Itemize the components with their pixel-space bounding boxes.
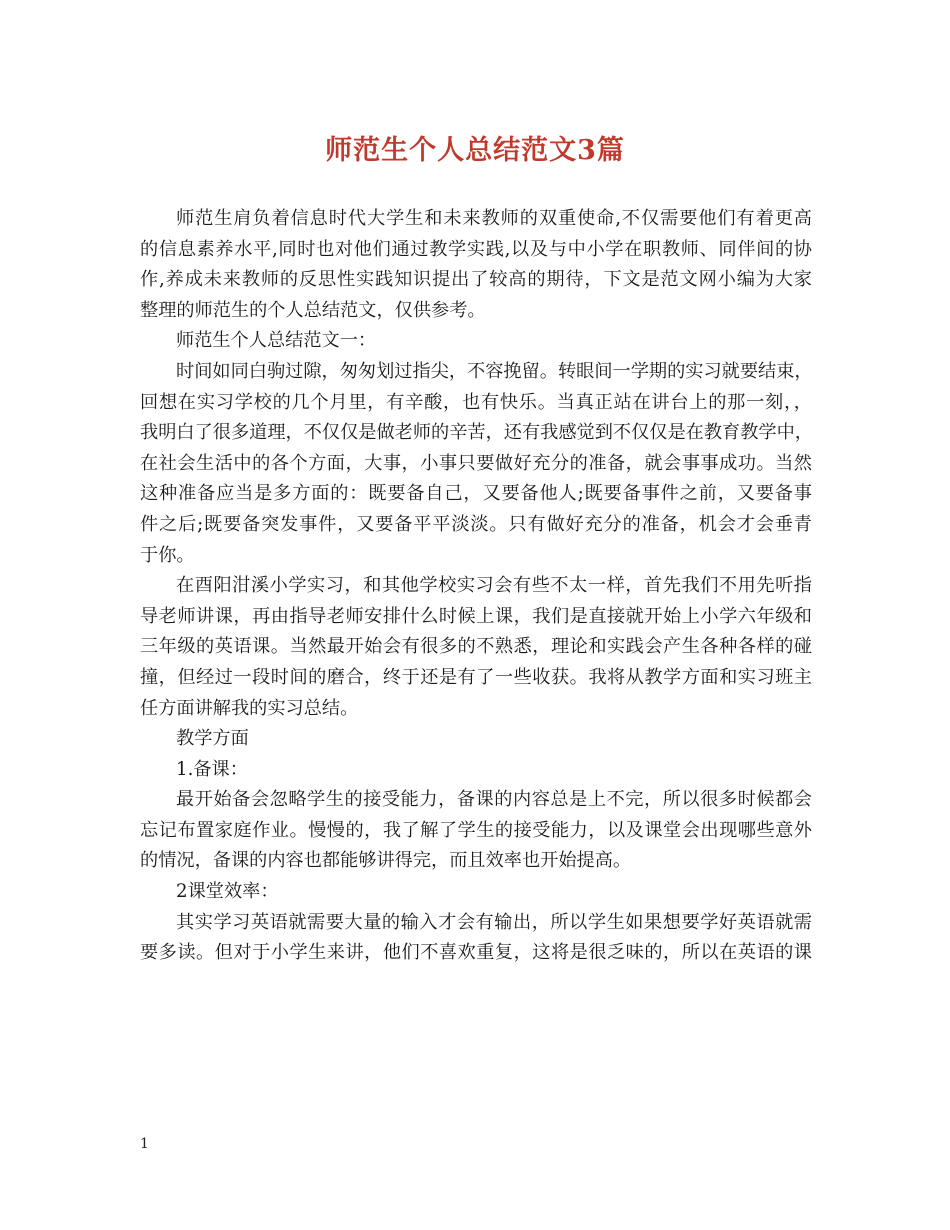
text-line: 的信息素养水平,同时也对他们通过教学实践,以及与中小学在职教师、同伴间的协: [140, 238, 812, 260]
subsection-heading: 1.备课：: [176, 758, 248, 780]
text-line: 时间如同白驹过隙，匆匆划过指尖，不容挽留。转眼间一学期的实习就要结束，: [176, 360, 813, 382]
section-heading: 师范生个人总结范文一：: [176, 330, 377, 352]
text-line: 整理的师范生的个人总结范文，仅供参考。: [140, 299, 486, 321]
text-line: 在社会生活中的各个方面，大事，小事只要做好充分的准备，就会事事成功。当然: [140, 452, 812, 474]
text-line: 最开始备会忽略学生的接受能力，备课的内容总是上不完，所以很多时候都会: [176, 789, 812, 811]
text-line: 撞，但经过一段时间的磨合，终于还是有了一些收获。我将从教学方面和实习班主: [140, 666, 812, 688]
section-heading: 教学方面: [176, 728, 249, 750]
text-line: 于你。: [140, 544, 195, 566]
text-line: 回想在实习学校的几个月里，有辛酸，也有快乐。当真正站在讲台上的那一刻，，: [140, 391, 812, 413]
document-body: [140, 204, 812, 969]
subsection-heading: 2课堂效率：: [176, 881, 279, 903]
text-line: 要多读。但对于小学生来讲，他们不喜欢重复，这将是很乏味的，所以在英语的课: [140, 942, 812, 964]
text-line: 忘记布置家庭作业。慢慢的，我了解了学生的接受能力，以及课堂会出现哪些意外: [140, 819, 812, 841]
text-line: 在酉阳泔溪小学实习，和其他学校实习会有些不太一样，首先我们不用先听指: [176, 575, 812, 597]
text-line: 这种准备应当是多方面的：既要备自己，又要备他人;既要备事件之前，又要备事: [140, 483, 812, 505]
text-line: 导老师讲课，再由指导老师安排什么时候上课，我们是直接就开始上小学六年级和: [140, 605, 812, 627]
text-line: 任方面讲解我的实习总结。: [140, 697, 359, 719]
text-line: 师范生肩负着信息时代大学生和未来教师的双重使命,不仅需要他们有着更高: [176, 208, 812, 229]
text-line: 其实学习英语就需要大量的输入才会有输出，所以学生如果想要学好英语就需: [176, 911, 812, 933]
text-line: 作,养成未来教师的反思性实践知识提出了较高的期待，下文是范文网小编为大家: [140, 269, 812, 291]
text-line: 的情况，备课的内容也都能够讲得完，而且效率也开始提高。: [140, 850, 632, 872]
document-title: 师范生个人总结范文3篇: [325, 135, 625, 166]
text-line: 三年级的英语课。当然最开始会有很多的不熟悉，理论和实践会产生各种各样的碰: [140, 636, 812, 658]
text-line: 我明白了很多道理，不仅仅是做老师的辛苦，还有我感觉到不仅仅是在教育教学中，: [140, 422, 813, 444]
page-number: 1: [140, 1136, 149, 1152]
text-line: 件之后;既要备突发事件，又要备平平淡淡。只有做好充分的准备，机会才会垂青: [140, 513, 812, 535]
